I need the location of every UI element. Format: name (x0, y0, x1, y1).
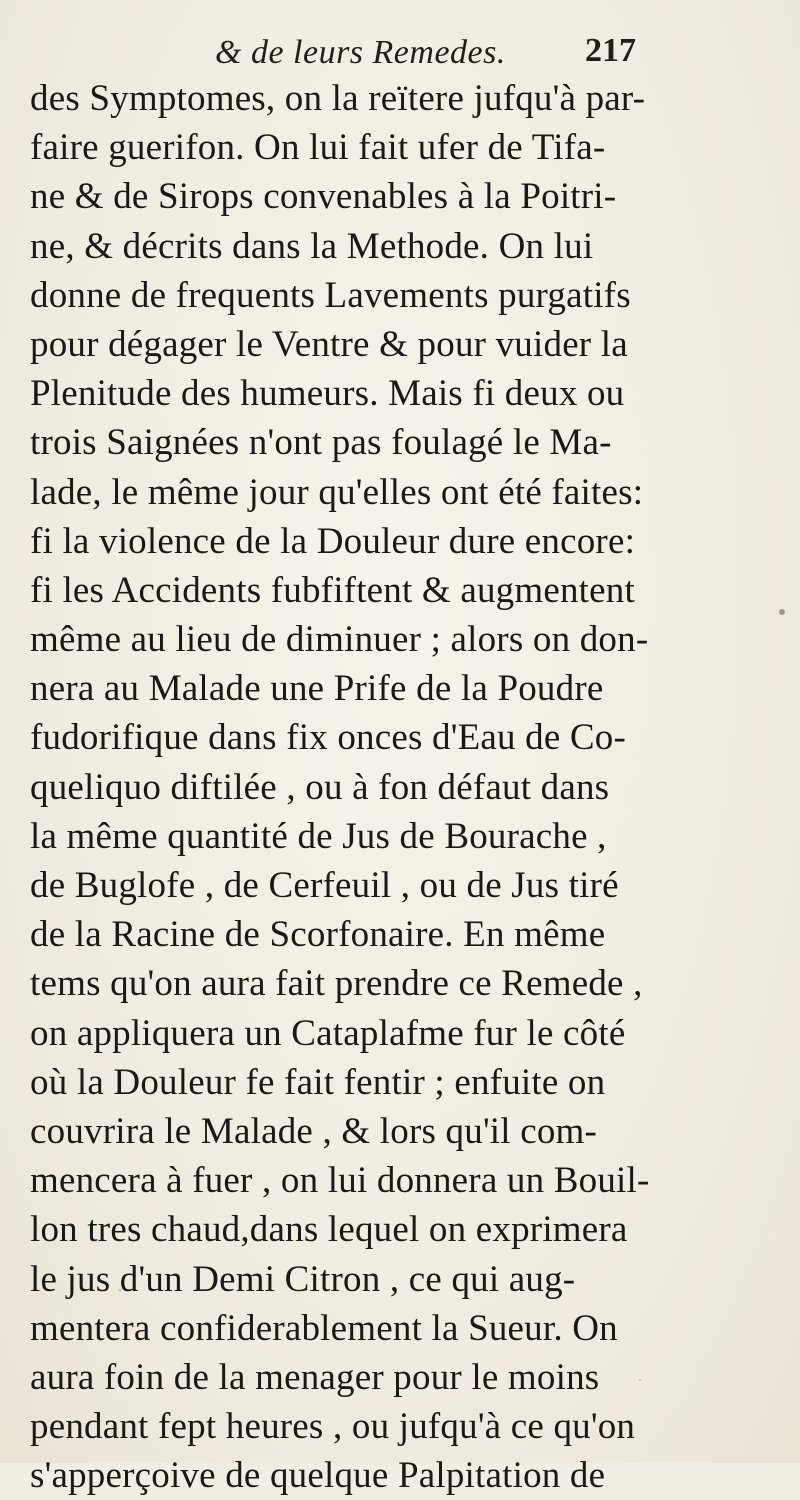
text-line: ne & de Sirops convenables à la Poitri- (30, 176, 617, 218)
text-line: trois Saignées n'ont pas foulagé le Ma- (30, 422, 612, 464)
text-line: fudorifique dans fix onces d'Eau de Co- (30, 717, 627, 759)
text-line: lade, le même jour qu'elles ont été faites: (30, 471, 644, 513)
text-line: où la Douleur fe fait fentir ; enfuite on (30, 1061, 606, 1103)
text-line: pendant fept heures , ou jufqu'à ce qu'on (30, 1406, 636, 1448)
text-line: tems qu'on aura fait prendre ce Remede , (30, 963, 643, 1005)
text-line: s'apperçoive de quelque Palpitation de (30, 1455, 606, 1497)
text-line: fi les Accidents fubfiftent & augmentent (30, 569, 635, 611)
text-line: aura foin de la menager pour le moins (30, 1356, 600, 1398)
text-line: de la Racine de Scorfonaire. En même (30, 914, 606, 956)
text-line: lon tres chaud,dans lequel on exprimera (30, 1209, 628, 1251)
text-line: le jus d'un Demi Citron , ce qui aug- (30, 1258, 576, 1300)
running-title: & de leurs Remedes. (215, 34, 506, 71)
text-line: de Buglofe , de Cerfeuil , ou de Jus tiré (30, 865, 619, 906)
text-line: couvrira le Malade , & lors qu'il com- (30, 1110, 598, 1152)
text-line: pour dégager le Ventre & pour vuider la (30, 323, 628, 365)
text-line: nera au Malade une Prife de la Poudre (30, 668, 604, 710)
text-line: fi la violence de la Douleur dure encore: (30, 520, 636, 562)
text-line: queliquo diftilée , ou à fon défaut dans (30, 766, 610, 808)
text-line: Plenitude des humeurs. Mais fi deux ou (30, 373, 625, 415)
text-line: la même quantité de Jus de Bourache , (30, 815, 607, 857)
page-number: 217 (585, 32, 636, 69)
text-line: faire guerifon. On lui fait ufer de Tifa- (30, 127, 606, 169)
text-line: ne, & décrits dans la Methode. On lui (30, 225, 594, 267)
text-line: des Symptomes, on la reïtere jufqu'à par- (30, 78, 646, 119)
text-line: donne de frequents Lavements purgatifs (30, 274, 631, 316)
text-line: mencera à fuer , on lui donnera un Bouil- (30, 1160, 650, 1202)
text-line: même au lieu de diminuer ; alors on don- (30, 619, 649, 661)
body-text (30, 74, 790, 1500)
text-line: mentera confiderablement la Sueur. On (30, 1307, 618, 1349)
text-line: on appliquera un Cataplafme fur le côté (30, 1012, 626, 1054)
